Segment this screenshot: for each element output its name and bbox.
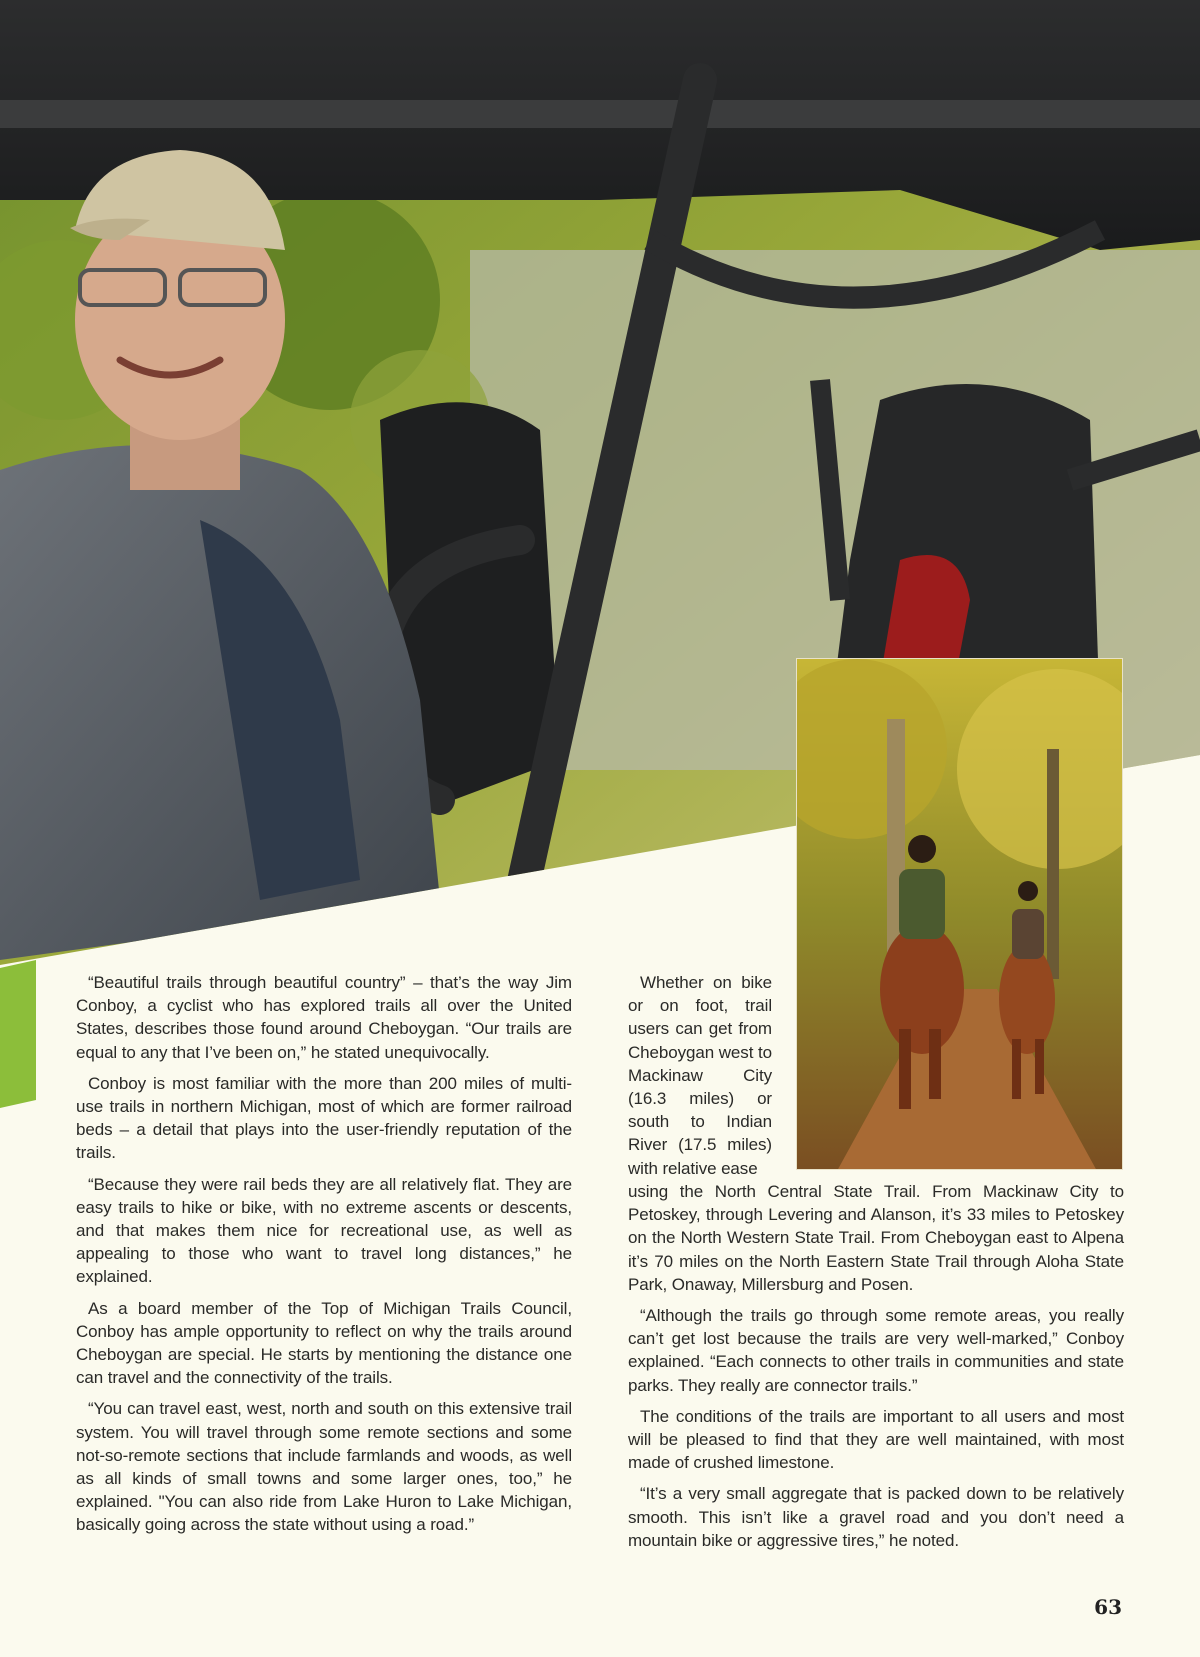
paragraph: The conditions of the trails are important to all users and most will be pleased to find that they are well maintained, with most made of crushed limestone.: [628, 1406, 1124, 1473]
article-left-column: [76, 971, 572, 1545]
page-number: 63: [1094, 1595, 1122, 1619]
article-right-intro: [628, 971, 772, 1180]
paragraph: “It’s a very small aggregate that is packed down to be relatively smooth. This isn’t like a gravel road and you don’t need a mountain bike or aggressive tires,” he noted.: [628, 1484, 1124, 1550]
paragraph: “Although the trails go through some remote areas, you really can’t get lost because the trails are very well-marked,” Conboy explained. “Each connects to other trails in communities and state parks. They really are connector trails.”: [628, 1306, 1124, 1395]
paragraph: Conboy is most familiar with the more than 200 miles of multi-use trails in northern Michigan, most of which are former railroad beds – a detail that plays into the user-friendly reputation of the trails.: [76, 1073, 572, 1163]
paragraph: “Beautiful trails through beautiful country” – that’s the way Jim Conboy, a cyclist who has explored trails all over the United States, describes those found around Cheboygan. “Our trails are equal to any that I’ve been on,” he stated unequivocally.: [76, 973, 572, 1062]
inset-photo: [796, 658, 1123, 1170]
paragraph: As a board member of the Top of Michigan Trails Council, Conboy has ample opportunity to reflect on why the trails around Cheboygan are special. He starts by mentioning the distance one can travel and the connectivity of the trails.: [76, 1298, 572, 1388]
paragraph: “You can travel east, west, north and south on this extensive trail system. You will travel through some remote sections and some not-so-remote sections that include farmlands and woods, as well as all kinds of small towns and some larger ones, too,” he explained. "You can also ride from Lake Huron to Lake Michigan, basically going across the state without using a road.”: [76, 1399, 572, 1535]
paragraph: Whether on bike or on foot, trail users can get from Cheboygan west to Mackinaw City (16.3 miles) or south to Indian River (17.5 miles) with relative ease: [628, 973, 772, 1178]
green-accent-tab: [0, 960, 36, 1108]
article-right-column: [628, 1180, 1124, 1560]
paragraph-continued: using the North Central State Trail. From Mackinaw City to Petoskey, through Levering and Alanson, it’s 33 miles to Petoskey on the North Western State Trail. From Cheboygan east to Alpena it’s 70 miles on the North Eastern State Trail through Aloha State Park, Onaway, Millersburg and Posen.: [628, 1182, 1124, 1294]
paragraph: “Because they were rail beds they are all relatively flat. They are easy trails to hike or bike, with no extreme ascents or descents, and that makes them nice for recreational use, as well as appealing to those who want to travel long distances,” he explained.: [76, 1174, 572, 1287]
